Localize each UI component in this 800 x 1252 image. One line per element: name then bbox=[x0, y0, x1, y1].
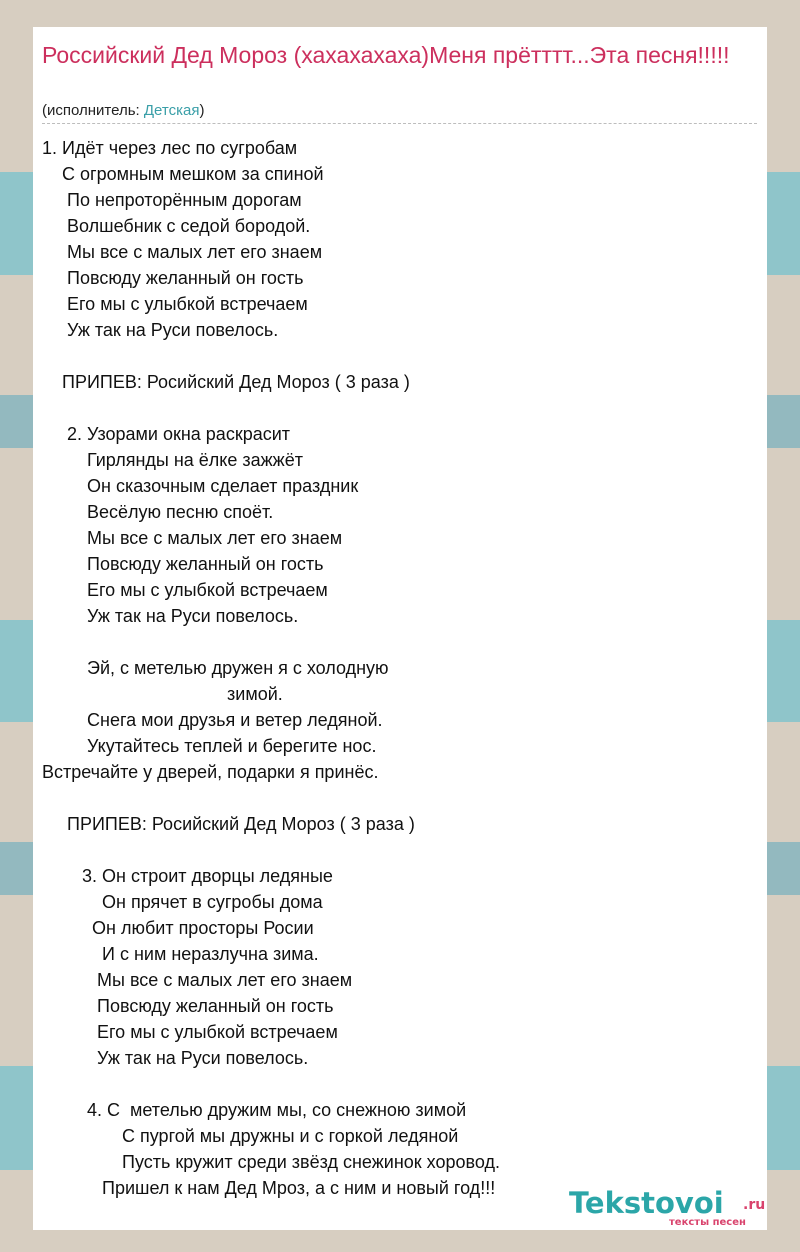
lyric-line: С огромным мешком за спиной bbox=[42, 164, 324, 184]
lyric-line: Уж так на Руси повелось. bbox=[42, 320, 279, 340]
lyric-line: Его мы с улыбкой встречаем bbox=[42, 1022, 338, 1042]
lyric-line: ПРИПЕВ: Росийский Дед Мороз ( 3 раза ) bbox=[42, 814, 415, 834]
lyric-line: Волшебник с седой бородой. bbox=[42, 216, 311, 236]
lyric-line: Уж так на Руси повелось. bbox=[42, 1048, 309, 1068]
divider bbox=[42, 123, 757, 124]
lyric-line: 2. Узорами окна раскрасит bbox=[42, 424, 291, 444]
logo-name: Tekstovoi bbox=[569, 1186, 724, 1220]
lyric-line: 1. Идёт через лес по сугробам bbox=[42, 138, 298, 158]
lyric-line: Укутайтесь теплей и берегите нос. bbox=[42, 736, 377, 756]
artist-suffix: ) bbox=[199, 102, 205, 119]
song-title: Российский Дед Мороз (хахахахаха)Меня прётттт...Эта песня!!!!! bbox=[42, 42, 730, 68]
lyric-line: Пусть кружит среди звёзд снежинок хоровод. bbox=[42, 1152, 500, 1172]
lyric-line: Уж так на Руси повелось. bbox=[42, 606, 299, 626]
lyric-line: ПРИПЕВ: Росийский Дед Мороз ( 3 раза ) bbox=[42, 372, 410, 392]
lyric-line: Его мы с улыбкой встречаем bbox=[42, 580, 328, 600]
lyric-line: Его мы с улыбкой встречаем bbox=[42, 294, 308, 314]
lyric-line: Он любит просторы Росии bbox=[42, 918, 314, 938]
lyric-line: Он сказочным сделает праздник bbox=[42, 476, 359, 496]
artist-link[interactable]: Детская bbox=[143, 102, 200, 119]
lyric-line: Мы все с малых лет его знаем bbox=[42, 970, 353, 990]
lyric-line: Повсюду желанный он гость bbox=[42, 554, 324, 574]
lyric-line: 3. Он строит дворцы ледяные bbox=[42, 866, 333, 886]
lyric-line: Мы все с малых лет его знаем bbox=[42, 528, 343, 548]
lyric-line: Он прячет в сугробы дома bbox=[42, 892, 323, 912]
artist-prefix: (исполнитель: bbox=[42, 102, 144, 119]
lyric-line: С пургой мы дружны и с горкой ледяной bbox=[42, 1126, 459, 1146]
site-logo[interactable] bbox=[569, 1186, 769, 1226]
lyric-line: Эй, с метелью дружен я с холодную bbox=[42, 658, 389, 678]
lyric-line: Снега мои друзья и ветер ледяной. bbox=[42, 710, 383, 730]
lyrics-text bbox=[42, 135, 767, 1201]
logo-tagline: тексты песен bbox=[669, 1217, 746, 1228]
lyric-line: И с ним неразлучна зима. bbox=[42, 944, 319, 964]
lyric-line: Встречайте у дверей, подарки я принёс. bbox=[42, 762, 379, 782]
lyric-line: Пришел к нам Дед Мроз, а с ним и новый год!!! bbox=[42, 1178, 496, 1198]
lyric-line: Гирлянды на ёлке зажжёт bbox=[42, 450, 303, 470]
lyric-line: 4. С метелью дружим мы, со снежною зимой bbox=[42, 1100, 467, 1120]
lyric-line: Весёлую песню споёт. bbox=[42, 502, 274, 522]
lyric-line: Повсюду желанный он гость bbox=[42, 996, 334, 1016]
logo-tld: .ru bbox=[743, 1197, 766, 1213]
lyric-line: зимой. bbox=[42, 684, 283, 704]
lyric-line: Мы все с малых лет его знаем bbox=[42, 242, 323, 262]
lyric-line: Повсюду желанный он гость bbox=[42, 268, 304, 288]
song-card bbox=[33, 27, 767, 1230]
artist-line bbox=[42, 102, 204, 119]
lyric-line: По непротоpённым доpогам bbox=[42, 190, 302, 210]
